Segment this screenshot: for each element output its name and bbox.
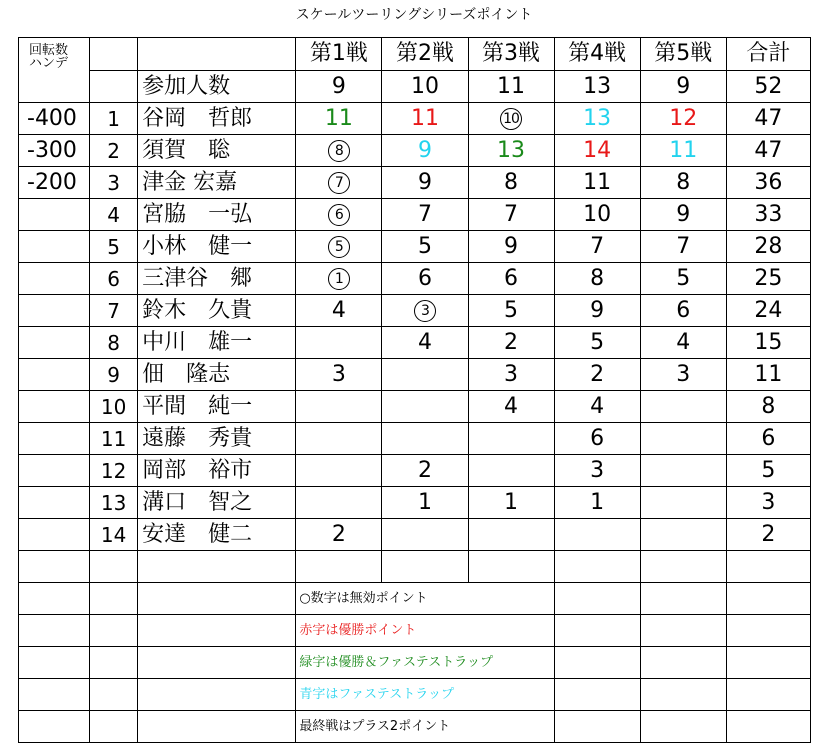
points-cell: 13 [554, 103, 640, 135]
legend-text: 赤字は優勝ポイント [296, 615, 554, 647]
empty-cell [19, 615, 90, 647]
table-row [19, 231, 811, 263]
invalid-points-circle: 10 [500, 108, 522, 130]
rank-cell: 11 [90, 423, 138, 455]
driver-name: 安達 健二 [138, 519, 296, 551]
race-header-2: 第2戦 [382, 38, 468, 71]
invalid-points-circle: 8 [328, 140, 350, 162]
legend-row [19, 679, 811, 711]
points-cell [640, 391, 726, 423]
points-cell: 4 [468, 391, 554, 423]
driver-name: 平間 純一 [138, 391, 296, 423]
points-cell: 11 [296, 103, 382, 135]
handicap-cell [19, 487, 90, 519]
driver-name: 小林 健一 [138, 231, 296, 263]
points-cell: 12 [640, 103, 726, 135]
total-cell: 3 [726, 487, 810, 519]
empty-cell [19, 647, 90, 679]
driver-name: 岡部 裕市 [138, 455, 296, 487]
points-cell: 4 [382, 327, 468, 359]
invalid-points-circle: 7 [328, 172, 350, 194]
points-cell: 7 [554, 231, 640, 263]
empty-cell [138, 551, 296, 583]
points-cell [296, 455, 382, 487]
handicap-cell [19, 199, 90, 231]
name-header [138, 38, 296, 71]
race-header-3: 第3戦 [468, 38, 554, 71]
empty-cell [554, 583, 640, 615]
rank-cell: 7 [90, 295, 138, 327]
points-cell: 7 [468, 199, 554, 231]
empty-cell [726, 647, 810, 679]
points-cell: 14 [554, 135, 640, 167]
participants-rank [90, 71, 138, 103]
invalid-points-circle: 5 [328, 236, 350, 258]
participants-row [19, 71, 811, 103]
table-row [19, 263, 811, 295]
points-cell: 9 [382, 135, 468, 167]
rank-cell: 1 [90, 103, 138, 135]
rank-cell: 4 [90, 199, 138, 231]
points-cell [640, 487, 726, 519]
empty-cell [726, 583, 810, 615]
handicap-cell [19, 295, 90, 327]
handicap-cell [19, 263, 90, 295]
empty-cell [554, 647, 640, 679]
participants-count-1: 9 [296, 71, 382, 103]
handicap-cell [19, 391, 90, 423]
empty-cell [640, 615, 726, 647]
driver-name: 佃 隆志 [138, 359, 296, 391]
points-cell: 8 [554, 263, 640, 295]
points-cell [382, 391, 468, 423]
driver-name: 溝口 智之 [138, 487, 296, 519]
table-row [19, 455, 811, 487]
table-row [19, 327, 811, 359]
race-header-5: 第5戦 [640, 38, 726, 71]
points-cell: 3 [468, 359, 554, 391]
total-cell: 24 [726, 295, 810, 327]
handicap-cell: -200 [19, 167, 90, 199]
empty-cell [90, 679, 138, 711]
empty-cell [468, 551, 554, 583]
standings-table [18, 37, 811, 743]
empty-cell [90, 615, 138, 647]
empty-cell [554, 679, 640, 711]
points-cell: 7 [382, 199, 468, 231]
points-cell: 13 [468, 135, 554, 167]
points-cell: 7 [640, 231, 726, 263]
total-cell: 5 [726, 455, 810, 487]
total-cell: 11 [726, 359, 810, 391]
invalid-points-circle: 6 [328, 204, 350, 226]
points-cell: 3 [296, 359, 382, 391]
empty-cell [19, 679, 90, 711]
rank-cell: 5 [90, 231, 138, 263]
empty-cell [726, 679, 810, 711]
handicap-header-line1: 回転数 [29, 43, 69, 58]
race-header-1: 第1戦 [296, 38, 382, 71]
handicap-cell: -300 [19, 135, 90, 167]
points-cell: 2 [468, 327, 554, 359]
header-row [19, 38, 811, 71]
points-cell [382, 519, 468, 551]
handicap-cell [19, 327, 90, 359]
driver-name: 三津谷 郷 [138, 263, 296, 295]
handicap-header [19, 38, 90, 103]
table-row [19, 103, 811, 135]
points-cell: 11 [554, 167, 640, 199]
empty-cell [640, 647, 726, 679]
handicap-cell [19, 455, 90, 487]
participants-count-3: 11 [468, 71, 554, 103]
invalid-points-circle: 3 [414, 300, 436, 322]
page-title: スケールツーリングシリーズポイント [295, 7, 533, 23]
driver-name: 中川 雄一 [138, 327, 296, 359]
empty-cell [90, 551, 138, 583]
points-cell [296, 263, 382, 295]
points-cell [382, 295, 468, 327]
empty-cell [19, 583, 90, 615]
handicap-header-line2: ハンデ [29, 56, 69, 71]
points-cell [554, 519, 640, 551]
total-cell: 25 [726, 263, 810, 295]
driver-name: 津金 宏嘉 [138, 167, 296, 199]
points-cell [296, 423, 382, 455]
total-cell: 33 [726, 199, 810, 231]
legend-text: ○数字は無効ポイント [296, 583, 554, 615]
table-row [19, 359, 811, 391]
legend-text: 青字はファステストラップ [296, 679, 554, 711]
empty-cell [19, 711, 90, 743]
rank-cell: 3 [90, 167, 138, 199]
points-cell: 3 [640, 359, 726, 391]
empty-cell [138, 615, 296, 647]
invalid-points-circle: 1 [328, 268, 350, 290]
empty-cell [138, 711, 296, 743]
points-cell: 6 [554, 423, 640, 455]
handicap-cell [19, 519, 90, 551]
blank-row [19, 551, 811, 583]
total-cell: 47 [726, 135, 810, 167]
legend-row [19, 647, 811, 679]
points-cell [382, 359, 468, 391]
driver-name: 須賀 聡 [138, 135, 296, 167]
participants-count-2: 10 [382, 71, 468, 103]
handicap-cell [19, 359, 90, 391]
empty-cell [640, 679, 726, 711]
points-cell: 9 [382, 167, 468, 199]
points-cell [382, 423, 468, 455]
points-cell: 8 [640, 167, 726, 199]
empty-cell [554, 711, 640, 743]
handicap-cell: -400 [19, 103, 90, 135]
legend-row [19, 583, 811, 615]
points-cell: 5 [382, 231, 468, 263]
points-cell: 4 [554, 391, 640, 423]
empty-cell [138, 583, 296, 615]
points-cell: 4 [640, 327, 726, 359]
empty-cell [726, 551, 810, 583]
rank-cell: 6 [90, 263, 138, 295]
empty-cell [640, 711, 726, 743]
handicap-cell [19, 231, 90, 263]
points-cell [640, 455, 726, 487]
empty-cell [138, 679, 296, 711]
points-cell [296, 487, 382, 519]
points-cell: 5 [640, 263, 726, 295]
points-cell [468, 103, 554, 135]
empty-cell [138, 647, 296, 679]
empty-cell [90, 583, 138, 615]
table-row [19, 199, 811, 231]
points-cell [296, 199, 382, 231]
handicap-cell [19, 423, 90, 455]
points-cell: 9 [640, 199, 726, 231]
driver-name: 鈴木 久貴 [138, 295, 296, 327]
participants-total: 52 [726, 71, 810, 103]
table-row [19, 167, 811, 199]
rank-cell: 9 [90, 359, 138, 391]
table-row [19, 295, 811, 327]
empty-cell [640, 551, 726, 583]
points-cell: 1 [468, 487, 554, 519]
empty-cell [726, 615, 810, 647]
points-cell [468, 519, 554, 551]
empty-cell [554, 551, 640, 583]
points-cell: 1 [554, 487, 640, 519]
points-cell: 10 [554, 199, 640, 231]
points-cell [296, 327, 382, 359]
empty-cell [554, 615, 640, 647]
points-cell [296, 231, 382, 263]
legend-row [19, 711, 811, 743]
points-cell: 3 [554, 455, 640, 487]
points-cell: 4 [296, 295, 382, 327]
total-cell: 15 [726, 327, 810, 359]
table-row [19, 391, 811, 423]
points-cell: 5 [554, 327, 640, 359]
rank-cell: 12 [90, 455, 138, 487]
points-cell: 11 [640, 135, 726, 167]
total-cell: 47 [726, 103, 810, 135]
points-cell: 11 [382, 103, 468, 135]
empty-cell [296, 551, 382, 583]
empty-cell [90, 711, 138, 743]
points-cell: 2 [296, 519, 382, 551]
empty-cell [640, 583, 726, 615]
participants-count-4: 13 [554, 71, 640, 103]
points-cell: 5 [468, 295, 554, 327]
table-row [19, 519, 811, 551]
points-cell: 8 [468, 167, 554, 199]
points-cell [640, 423, 726, 455]
points-cell: 2 [382, 455, 468, 487]
empty-cell [726, 711, 810, 743]
legend-text: 最終戦はプラス2ポイント [296, 711, 554, 743]
empty-cell [90, 647, 138, 679]
table-row [19, 423, 811, 455]
points-cell: 6 [640, 295, 726, 327]
points-cell: 9 [468, 231, 554, 263]
points-cell [296, 391, 382, 423]
points-cell: 9 [554, 295, 640, 327]
driver-name: 宮脇 一弘 [138, 199, 296, 231]
rank-cell: 10 [90, 391, 138, 423]
empty-cell [382, 551, 468, 583]
points-cell [640, 519, 726, 551]
table-row [19, 135, 811, 167]
race-header-4: 第4戦 [554, 38, 640, 71]
driver-name: 谷岡 哲郎 [138, 103, 296, 135]
rank-cell: 13 [90, 487, 138, 519]
rank-cell: 14 [90, 519, 138, 551]
legend-text: 緑字は優勝＆ファステストラップ [296, 647, 554, 679]
points-cell [468, 423, 554, 455]
table-row [19, 487, 811, 519]
total-header: 合計 [726, 38, 810, 71]
total-cell: 28 [726, 231, 810, 263]
points-cell [296, 135, 382, 167]
points-cell: 6 [468, 263, 554, 295]
rank-cell: 8 [90, 327, 138, 359]
empty-cell [19, 551, 90, 583]
total-cell: 8 [726, 391, 810, 423]
total-cell: 36 [726, 167, 810, 199]
points-cell [296, 167, 382, 199]
participants-count-5: 9 [640, 71, 726, 103]
total-cell: 6 [726, 423, 810, 455]
participants-label: 参加人数 [138, 71, 296, 103]
points-cell [468, 455, 554, 487]
legend-row [19, 615, 811, 647]
rank-cell: 2 [90, 135, 138, 167]
points-cell: 1 [382, 487, 468, 519]
points-cell: 2 [554, 359, 640, 391]
total-cell: 2 [726, 519, 810, 551]
rank-header [90, 38, 138, 71]
points-cell: 6 [382, 263, 468, 295]
driver-name: 遠藤 秀貴 [138, 423, 296, 455]
